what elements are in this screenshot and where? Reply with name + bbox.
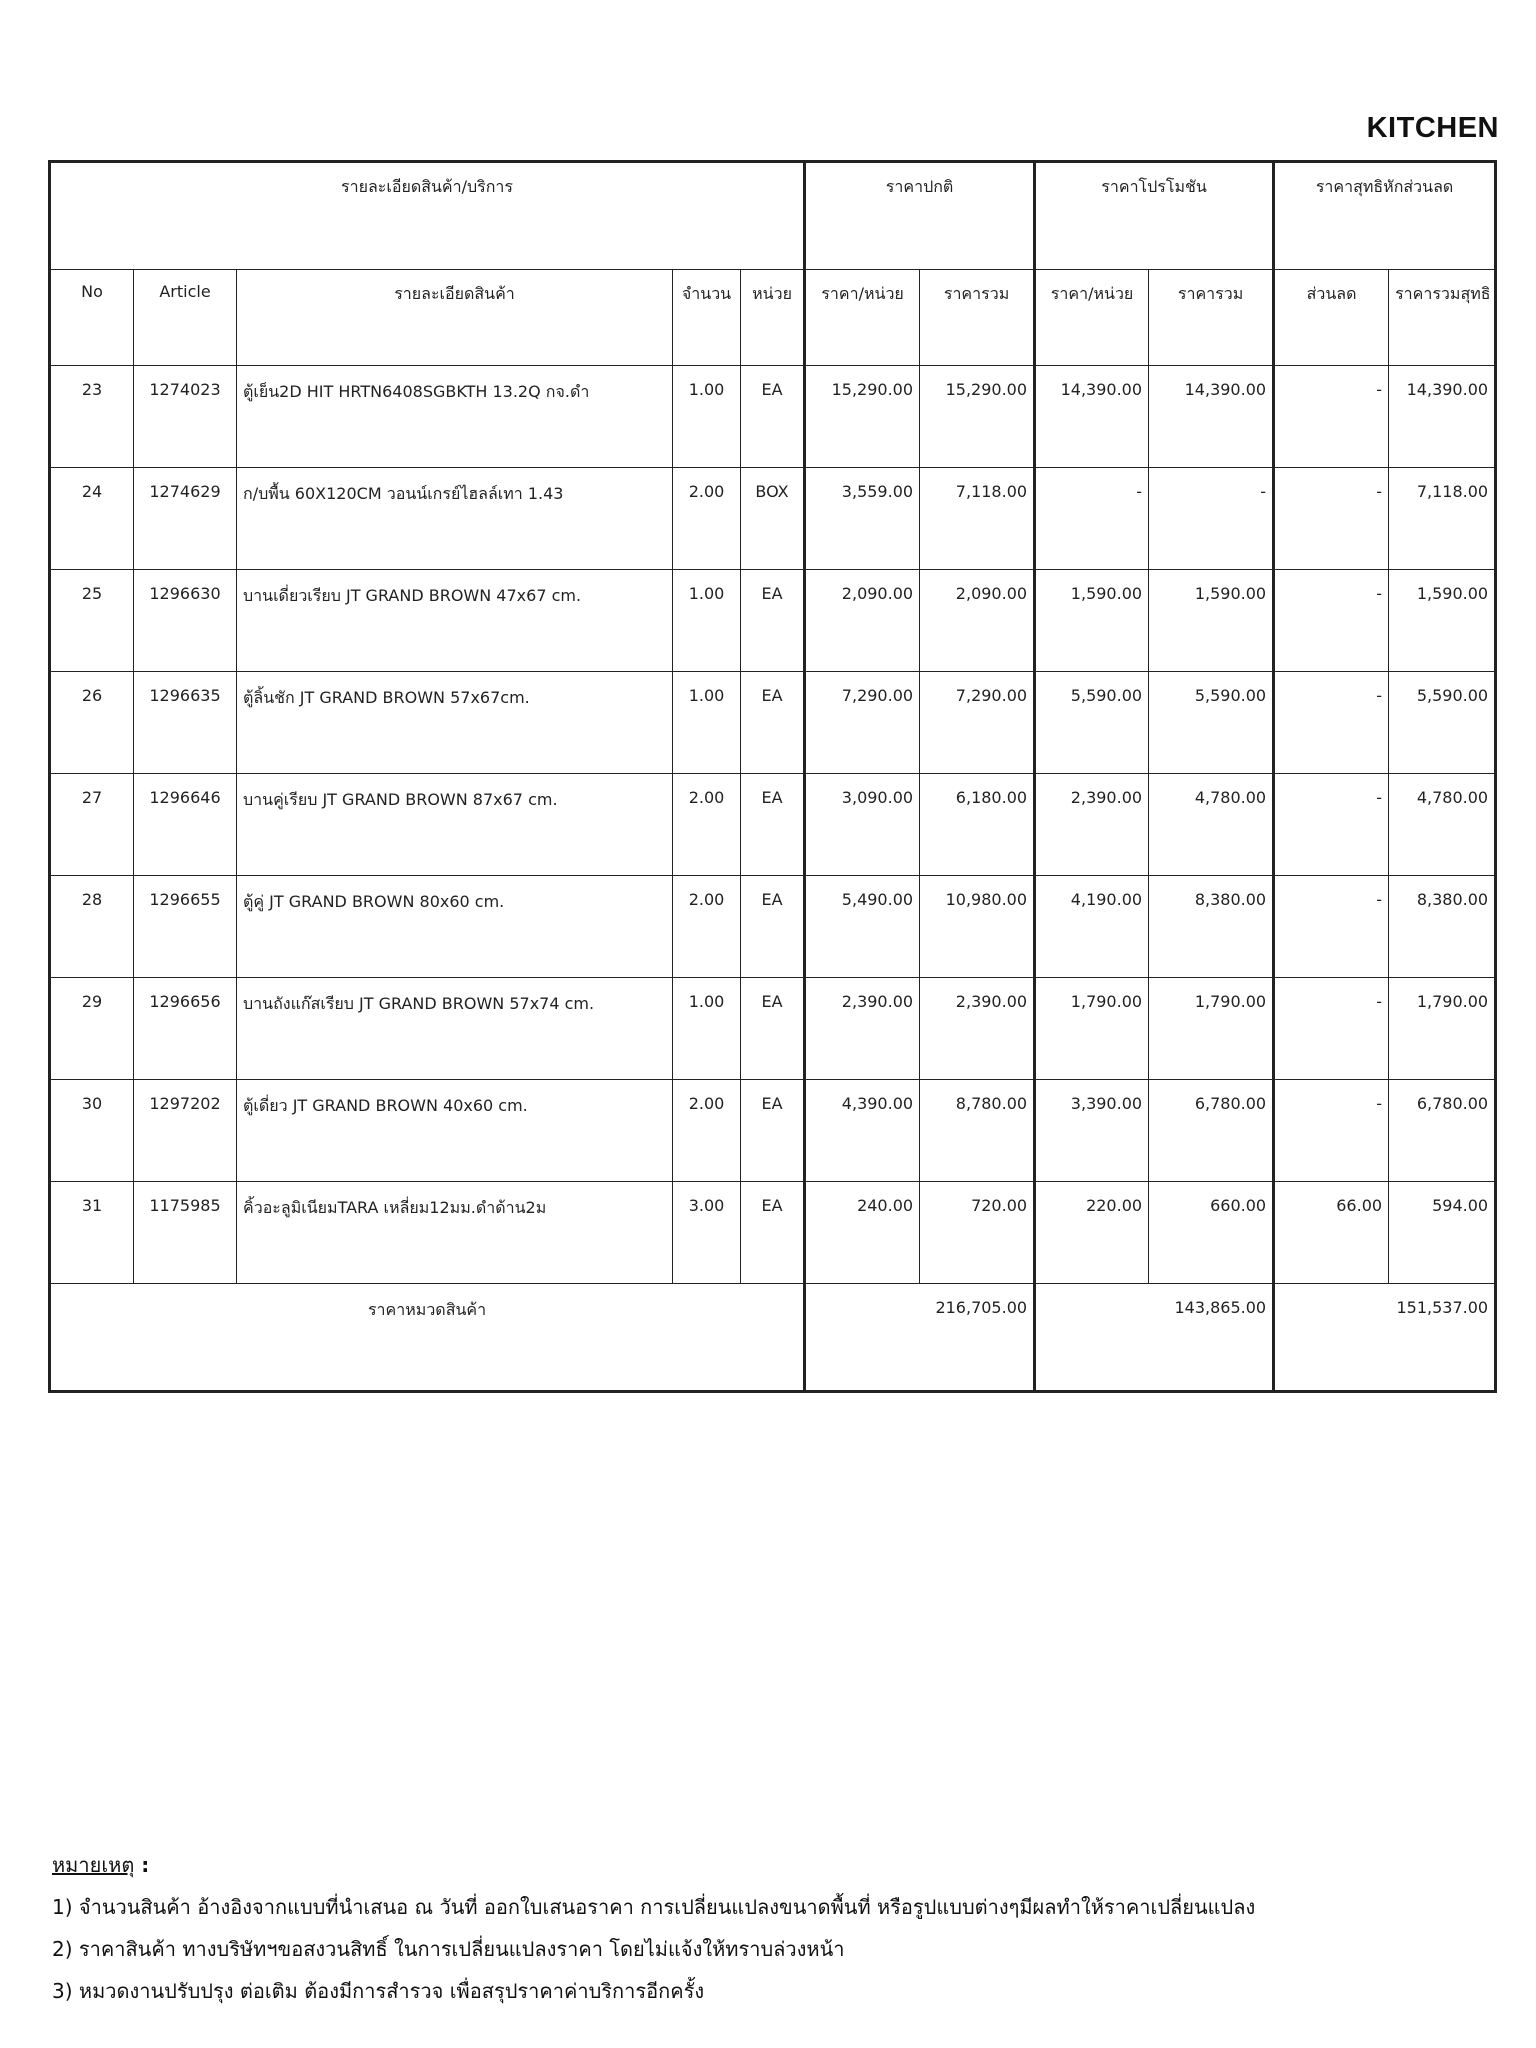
- col-header-discount: ส่วนลด: [1274, 270, 1389, 366]
- cell-reg-unit: 15,290.00: [805, 366, 920, 468]
- cell-discount: -: [1274, 468, 1389, 570]
- cell-reg-total: 2,090.00: [920, 570, 1035, 672]
- cell-unit: EA: [741, 1080, 805, 1182]
- cell-desc: บานเดี่ยวเรียบ JT GRAND BROWN 47x67 cm.: [237, 570, 673, 672]
- note-item: 2) ราคาสินค้า ทางบริษัทฯขอสงวนสิทธิ์ ในการเปลี่ยนแปลงราคา โดยไม่แจ้งให้ทราบล่วงหน้า: [52, 1937, 845, 1961]
- total-promo: 143,865.00: [1035, 1284, 1274, 1392]
- table-row: [50, 1182, 1496, 1284]
- cell-unit: EA: [741, 570, 805, 672]
- table-row: [50, 366, 1496, 468]
- col-header-desc: รายละเอียดสินค้า: [237, 270, 673, 366]
- cell-promo-total: 4,780.00: [1149, 774, 1274, 876]
- cell-article: 1297202: [134, 1080, 237, 1182]
- col-header-article: Article: [134, 270, 237, 366]
- cell-reg-total: 8,780.00: [920, 1080, 1035, 1182]
- cell-reg-total: 720.00: [920, 1182, 1035, 1284]
- quotation-table: [48, 160, 1497, 1393]
- cell-promo-total: 1,590.00: [1149, 570, 1274, 672]
- cell-reg-unit: 7,290.00: [805, 672, 920, 774]
- cell-qty: 1.00: [673, 570, 741, 672]
- cell-promo-total: 1,790.00: [1149, 978, 1274, 1080]
- cell-promo-total: 5,590.00: [1149, 672, 1274, 774]
- cell-no: 25: [50, 570, 134, 672]
- cell-qty: 3.00: [673, 1182, 741, 1284]
- total-row: [50, 1284, 1496, 1392]
- cell-article: 1296656: [134, 978, 237, 1080]
- cell-reg-unit: 5,490.00: [805, 876, 920, 978]
- table-row: [50, 468, 1496, 570]
- cell-article: 1296655: [134, 876, 237, 978]
- cell-desc: ก/บพื้น 60X120CM วอนน์เกรย์ไฮลล์เทา 1.43: [237, 468, 673, 570]
- cell-desc: ตู้คู่ JT GRAND BROWN 80x60 cm.: [237, 876, 673, 978]
- cell-discount: -: [1274, 876, 1389, 978]
- cell-promo-unit: 220.00: [1035, 1182, 1149, 1284]
- cell-net-total: 4,780.00: [1389, 774, 1496, 876]
- cell-unit: EA: [741, 672, 805, 774]
- cell-desc: คิ้วอะลูมิเนียมTARA เหลี่ยม12มม.ดำด้าน2ม: [237, 1182, 673, 1284]
- cell-reg-total: 6,180.00: [920, 774, 1035, 876]
- cell-reg-unit: 4,390.00: [805, 1080, 920, 1182]
- cell-net-total: 1,590.00: [1389, 570, 1496, 672]
- table-row: [50, 978, 1496, 1080]
- cell-reg-total: 15,290.00: [920, 366, 1035, 468]
- table-row: [50, 672, 1496, 774]
- notes-heading-line: [52, 1844, 1255, 1886]
- cell-no: 24: [50, 468, 134, 570]
- cell-discount: 66.00: [1274, 1182, 1389, 1284]
- cell-reg-unit: 2,090.00: [805, 570, 920, 672]
- column-header-row: [50, 270, 1496, 366]
- cell-no: 27: [50, 774, 134, 876]
- col-header-qty: จำนวน: [673, 270, 741, 366]
- cell-qty: 1.00: [673, 978, 741, 1080]
- cell-promo-unit: 2,390.00: [1035, 774, 1149, 876]
- cell-net-total: 14,390.00: [1389, 366, 1496, 468]
- col-header-no: No: [50, 270, 134, 366]
- cell-qty: 1.00: [673, 672, 741, 774]
- total-regular: 216,705.00: [805, 1284, 1035, 1392]
- cell-article: 1274023: [134, 366, 237, 468]
- cell-no: 29: [50, 978, 134, 1080]
- cell-desc: ตู้เดี่ยว JT GRAND BROWN 40x60 cm.: [237, 1080, 673, 1182]
- table-row: [50, 570, 1496, 672]
- total-label: ราคาหมวดสินค้า: [50, 1284, 805, 1392]
- cell-promo-unit: 4,190.00: [1035, 876, 1149, 978]
- cell-net-total: 594.00: [1389, 1182, 1496, 1284]
- cell-discount: -: [1274, 366, 1389, 468]
- cell-net-total: 6,780.00: [1389, 1080, 1496, 1182]
- col-header-net-total: ราคารวมสุทธิ: [1389, 270, 1496, 366]
- total-net: 151,537.00: [1274, 1284, 1496, 1392]
- cell-desc: ตู้เย็น2D HIT HRTN6408SGBKTH 13.2Q กจ.ดำ: [237, 366, 673, 468]
- cell-no: 23: [50, 366, 134, 468]
- page-title: KITCHEN: [1366, 112, 1499, 144]
- cell-article: 1296646: [134, 774, 237, 876]
- cell-qty: 2.00: [673, 876, 741, 978]
- cell-reg-total: 7,118.00: [920, 468, 1035, 570]
- cell-net-total: 5,590.00: [1389, 672, 1496, 774]
- cell-qty: 2.00: [673, 1080, 741, 1182]
- cell-reg-unit: 3,559.00: [805, 468, 920, 570]
- cell-promo-unit: 14,390.00: [1035, 366, 1149, 468]
- cell-net-total: 1,790.00: [1389, 978, 1496, 1080]
- cell-promo-unit: 1,790.00: [1035, 978, 1149, 1080]
- cell-desc: ตู้ลิ้นชัก JT GRAND BROWN 57x67cm.: [237, 672, 673, 774]
- group-header-details: รายละเอียดสินค้า/บริการ: [50, 162, 805, 270]
- cell-no: 28: [50, 876, 134, 978]
- cell-promo-total: -: [1149, 468, 1274, 570]
- cell-promo-unit: 1,590.00: [1035, 570, 1149, 672]
- cell-discount: -: [1274, 978, 1389, 1080]
- table-row: [50, 1080, 1496, 1182]
- cell-unit: EA: [741, 876, 805, 978]
- col-header-unit: หน่วย: [741, 270, 805, 366]
- cell-article: 1296630: [134, 570, 237, 672]
- cell-promo-unit: 3,390.00: [1035, 1080, 1149, 1182]
- cell-desc: บานคู่เรียบ JT GRAND BROWN 87x67 cm.: [237, 774, 673, 876]
- cell-reg-total: 10,980.00: [920, 876, 1035, 978]
- group-header-row: [50, 162, 1496, 270]
- cell-promo-unit: 5,590.00: [1035, 672, 1149, 774]
- cell-promo-total: 14,390.00: [1149, 366, 1274, 468]
- cell-unit: EA: [741, 366, 805, 468]
- cell-discount: -: [1274, 570, 1389, 672]
- col-header-promo-total: ราคารวม: [1149, 270, 1274, 366]
- group-header-promo: ราคาโปรโมชัน: [1035, 162, 1274, 270]
- cell-promo-total: 8,380.00: [1149, 876, 1274, 978]
- cell-article: 1274629: [134, 468, 237, 570]
- table-row: [50, 774, 1496, 876]
- group-header-net: ราคาสุทธิหักส่วนลด: [1274, 162, 1496, 270]
- col-header-promo-unit: ราคา/หน่วย: [1035, 270, 1149, 366]
- cell-unit: EA: [741, 1182, 805, 1284]
- cell-reg-total: 2,390.00: [920, 978, 1035, 1080]
- cell-qty: 2.00: [673, 468, 741, 570]
- cell-no: 26: [50, 672, 134, 774]
- cell-promo-unit: -: [1035, 468, 1149, 570]
- cell-promo-total: 6,780.00: [1149, 1080, 1274, 1182]
- cell-qty: 2.00: [673, 774, 741, 876]
- cell-reg-unit: 240.00: [805, 1182, 920, 1284]
- cell-no: 31: [50, 1182, 134, 1284]
- cell-net-total: 7,118.00: [1389, 468, 1496, 570]
- notes-colon: :: [134, 1853, 150, 1877]
- table-row: [50, 876, 1496, 978]
- cell-unit: BOX: [741, 468, 805, 570]
- cell-reg-unit: 2,390.00: [805, 978, 920, 1080]
- col-header-reg-unit: ราคา/หน่วย: [805, 270, 920, 366]
- cell-qty: 1.00: [673, 366, 741, 468]
- cell-reg-unit: 3,090.00: [805, 774, 920, 876]
- cell-unit: EA: [741, 978, 805, 1080]
- cell-reg-total: 7,290.00: [920, 672, 1035, 774]
- cell-unit: EA: [741, 774, 805, 876]
- col-header-reg-total: ราคารวม: [920, 270, 1035, 366]
- cell-no: 30: [50, 1080, 134, 1182]
- cell-article: 1296635: [134, 672, 237, 774]
- note-item: 1) จำนวนสินค้า อ้างอิงจากแบบที่นำเสนอ ณ วันที่ ออกใบเสนอราคา การเปลี่ยนแปลงขนาดพื้นที่ หรือรูปแบบต่างๆมีผลทำให้ราคาเปลี่ยนแปลง: [52, 1895, 1256, 1919]
- cell-net-total: 8,380.00: [1389, 876, 1496, 978]
- cell-discount: -: [1274, 672, 1389, 774]
- cell-discount: -: [1274, 774, 1389, 876]
- group-header-regular: ราคาปกติ: [805, 162, 1035, 270]
- cell-promo-total: 660.00: [1149, 1182, 1274, 1284]
- cell-desc: บานถังแก๊สเรียบ JT GRAND BROWN 57x74 cm.: [237, 978, 673, 1080]
- cell-article: 1175985: [134, 1182, 237, 1284]
- notes-section: [52, 1844, 1255, 2012]
- cell-discount: -: [1274, 1080, 1389, 1182]
- notes-heading: หมายเหตุ: [52, 1853, 135, 1877]
- note-item: 3) หมวดงานปรับปรุง ต่อเติม ต้องมีการสำรวจ เพื่อสรุปราคาค่าบริการอีกครั้ง: [52, 1979, 705, 2003]
